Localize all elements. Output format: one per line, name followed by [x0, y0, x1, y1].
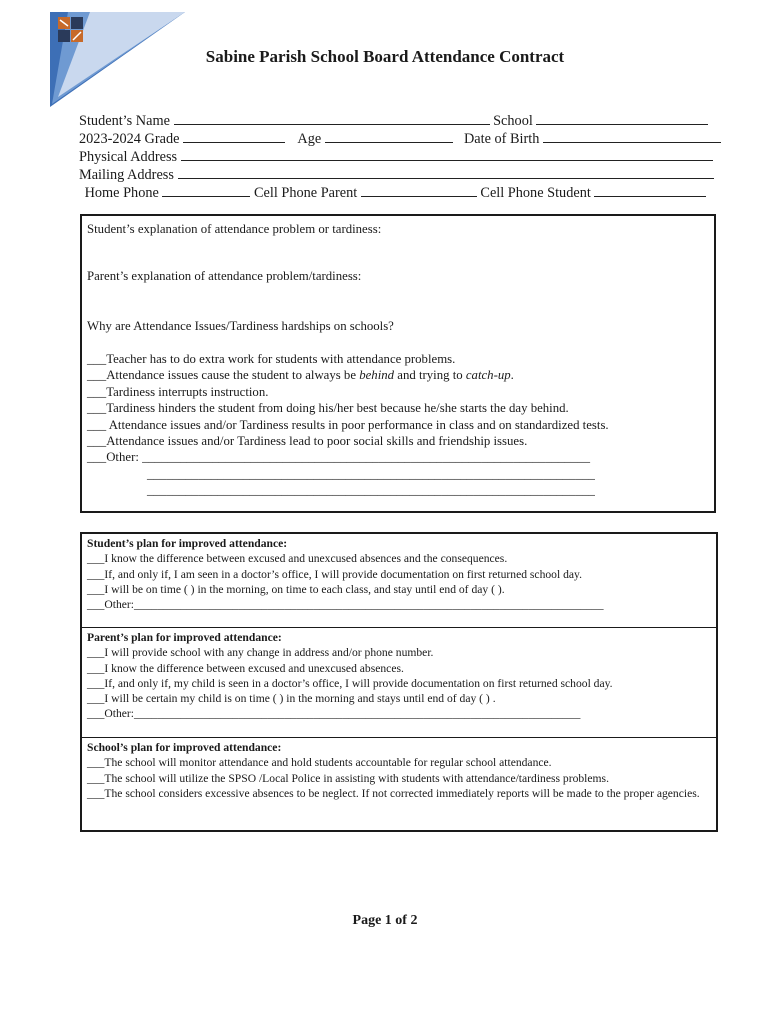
list-item-text: and trying to	[394, 368, 466, 383]
cell-student-label: Cell Phone Student	[480, 185, 591, 201]
dob-field[interactable]	[543, 129, 721, 143]
list-item[interactable]: ___Tardiness interrupts instruction.	[87, 384, 269, 399]
school-plan-section	[82, 737, 716, 803]
plans-box	[80, 532, 718, 832]
physical-address-label: Physical Address	[79, 149, 178, 165]
parent-plan-section	[82, 627, 716, 724]
age-label: Age	[297, 131, 322, 147]
cell-parent-label: Cell Phone Parent	[254, 185, 358, 201]
list-item[interactable]: ___Tardiness hinders the student from doing his/her best because he/she starts the day behind.	[87, 401, 569, 416]
list-item[interactable]: ___I know the difference between excused and unexcused absences.	[87, 661, 404, 675]
student-explanation-prompt: Student’s explanation of attendance problem or tardiness:	[87, 222, 382, 236]
school-field[interactable]	[536, 111, 708, 125]
grade-label: 2023-2024 Grade	[79, 131, 180, 147]
list-item[interactable]: ___Other:_____________________________________________________________________________	[87, 707, 581, 721]
list-item[interactable]: ___Attendance issues and/or Tardiness lead to poor social skills and friendship issues.	[87, 434, 528, 449]
student-name-field[interactable]	[174, 111, 490, 125]
explanations-box	[80, 214, 716, 513]
cell-student-field[interactable]	[594, 183, 706, 197]
age-field[interactable]	[325, 129, 453, 143]
student-info-fields	[79, 111, 721, 201]
physical-address-field[interactable]	[181, 147, 713, 161]
list-item[interactable]: ___ Attendance issues and/or Tardiness results in poor performance in class and on standardized tests.	[87, 417, 609, 432]
emphasis-behind: behind	[359, 368, 395, 383]
cell-parent-field[interactable]	[361, 183, 477, 197]
other-line[interactable]: ______________________________________________________________________	[147, 483, 595, 498]
mailing-address-field[interactable]	[178, 165, 714, 179]
student-name-label: Student’s Name	[79, 113, 170, 129]
page-number: Page 1 of 2	[352, 913, 418, 928]
list-item[interactable]: ___I will provide school with any change in address and/or phone number.	[87, 646, 434, 660]
student-plan-section	[82, 534, 716, 614]
list-item[interactable]: ___I will be on time ( ) in the morning, on time to each class, and stay until end of day ( ).	[87, 582, 505, 596]
hardships-checklist	[87, 351, 609, 499]
list-item[interactable]: ___If, and only if, I am seen in a doctor’s office, I will provide documentation on first returned school day.	[87, 567, 582, 581]
list-item: ___The school will monitor attendance and hold students accountable for regular school attendance.	[87, 756, 552, 770]
list-item[interactable]: ___I will be certain my child is on time ( ) in the morning and stays until end of day ( ) .	[87, 692, 496, 706]
list-item[interactable]: ___Teacher has to do extra work for students with attendance problems.	[87, 352, 456, 366]
student-plan-heading: Student’s plan for improved attendance:	[87, 537, 288, 550]
parent-plan-heading: Parent’s plan for improved attendance:	[87, 631, 282, 644]
dob-label: Date of Birth	[463, 131, 540, 147]
other-item[interactable]: ___Other: ______________________________________________________________________	[87, 450, 590, 465]
document-title: Sabine Parish School Board Attendance Contract	[205, 47, 565, 66]
list-item[interactable]: ___I know the difference between excused and unexcused absences and the consequences.	[87, 552, 508, 566]
list-item: ___The school will utilize the SPSO /Local Police in assisting with students with attendance/tardiness problems.	[87, 771, 609, 785]
list-item[interactable]: ___Other:_________________________________________________________________________________	[87, 598, 604, 612]
home-phone-label: Home Phone	[84, 185, 159, 201]
why-hardships-question: Why are Attendance Issues/Tardiness hardships on schools?	[87, 319, 394, 333]
mailing-address-label: Mailing Address	[79, 167, 174, 183]
emphasis-catch-up: catch-up	[465, 368, 511, 383]
list-item: ___The school considers excessive absences to be neglect. If not corrected immediately reports will be made to the proper agencies.	[87, 786, 700, 800]
list-item[interactable]: ___If, and only if, my child is seen in a doctor’s office, I will provide documentation on first returned school day.	[87, 676, 613, 690]
school-label: School	[493, 113, 533, 129]
home-phone-field[interactable]	[162, 183, 250, 197]
list-item[interactable]	[87, 367, 609, 383]
grade-field[interactable]	[183, 129, 285, 143]
list-item-text: ___Attendance issues cause the student to always be	[87, 368, 360, 383]
other-line[interactable]: ______________________________________________________________________	[147, 466, 595, 481]
parent-explanation-prompt: Parent’s explanation of attendance problem/tardiness:	[87, 269, 362, 283]
list-item-text: .	[510, 368, 514, 383]
school-plan-heading: School’s plan for improved attendance:	[87, 741, 282, 754]
